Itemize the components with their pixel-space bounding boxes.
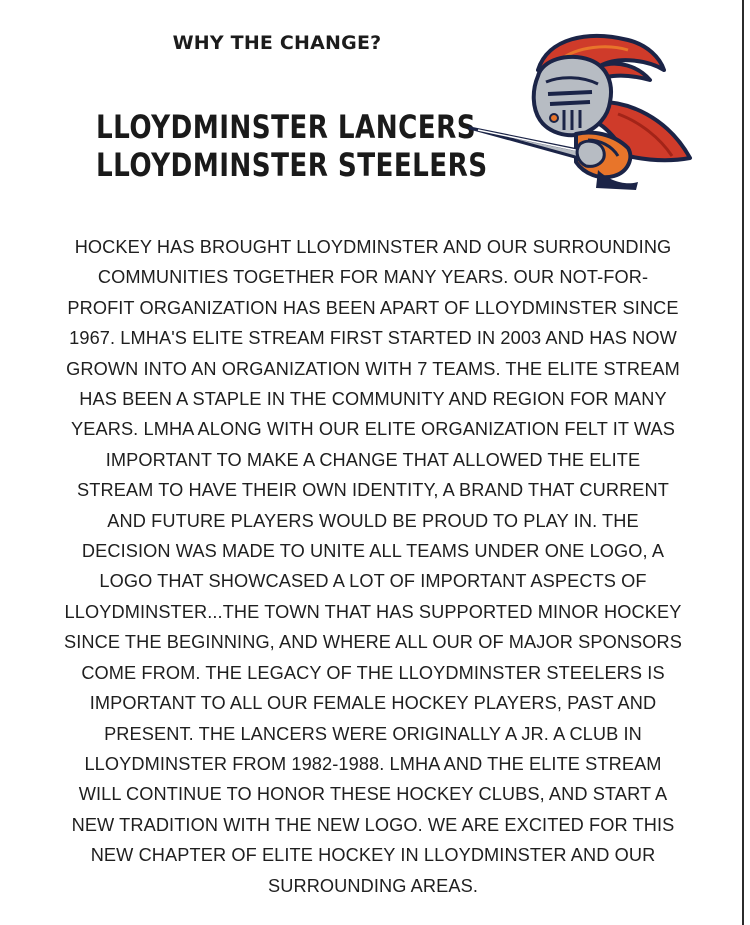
page-edge-divider [742, 0, 744, 925]
paragraph-line: PRESENT. THE LANCERS WERE ORIGINALLY A JR. A CLUB IN [104, 723, 642, 744]
paragraph-line: GROWN INTO AN ORGANIZATION WITH 7 TEAMS. THE ELITE STREAM [66, 358, 680, 379]
paragraph-line: HAS BEEN A STAPLE IN THE COMMUNITY AND REGION FOR MANY [79, 389, 667, 410]
section-kicker: WHY THE CHANGE? [172, 32, 382, 54]
paragraph-line: SURROUNDING AREAS. [268, 875, 478, 896]
paragraph-line: NEW TRADITION WITH THE NEW LOGO. WE ARE EXCITED FOR THIS [71, 814, 675, 835]
paragraph-line: DECISION WAS MADE TO UNITE ALL TEAMS UNDER ONE LOGO, A [81, 541, 665, 562]
knight-mascot-icon [468, 30, 698, 190]
paragraph-line: PROFIT ORGANIZATION HAS BEEN APART OF LLOYDMINSTER SINCE [67, 297, 679, 318]
paragraph-line: SINCE THE BEGINNING, AND WHERE ALL OUR OF MAJOR SPONSORS [63, 632, 682, 653]
paragraph-line: HOCKEY HAS BROUGHT LLOYDMINSTER AND OUR SURROUNDING [74, 237, 672, 257]
paragraph-line: 1967. LMHA'S ELITE STREAM FIRST STARTED IN 2003 AND HAS NOW [69, 328, 677, 349]
explanation-paragraph [8, 232, 738, 901]
paragraph-line: NEW CHAPTER OF ELITE HOCKEY IN LLOYDMINSTER AND OUR [90, 845, 656, 866]
title-line-lancers: LLOYDMINSTER LANCERS [96, 108, 477, 146]
title-line-steelers: LLOYDMINSTER STEELERS [96, 146, 488, 184]
paragraph-line: IMPORTANT TO MAKE A CHANGE THAT ALLOWED THE ELITE [105, 449, 641, 470]
paragraph-line: COMMUNITIES TOGETHER FOR MANY YEARS. OUR NOT-FOR- [97, 267, 649, 288]
team-title-block [60, 108, 488, 184]
paragraph-line: AND FUTURE PLAYERS WOULD BE PROUD TO PLAY IN. THE [107, 510, 639, 531]
paragraph-line: YEARS. LMHA ALONG WITH OUR ELITE ORGANIZATION FELT IT WAS [71, 419, 675, 440]
paragraph-line: LLOYDMINSTER...THE TOWN THAT HAS SUPPORTED MINOR HOCKEY [64, 601, 682, 622]
paragraph-line: IMPORTANT TO ALL OUR FEMALE HOCKEY PLAYERS, PAST AND [89, 693, 657, 714]
paragraph-line: LLOYDMINSTER FROM 1982-1988. LMHA AND THE ELITE STREAM [84, 753, 662, 774]
paragraph-line: COME FROM. THE LEGACY OF THE LLOYDMINSTER STEELERS IS [81, 662, 665, 683]
paragraph-line: STREAM TO HAVE THEIR OWN IDENTITY, A BRAND THAT CURRENT [77, 480, 669, 501]
paragraph-line: LOGO THAT SHOWCASED A LOT OF IMPORTANT ASPECTS OF [99, 571, 647, 592]
paragraph-line: WILL CONTINUE TO HONOR THESE HOCKEY CLUBS, AND START A [78, 784, 668, 805]
